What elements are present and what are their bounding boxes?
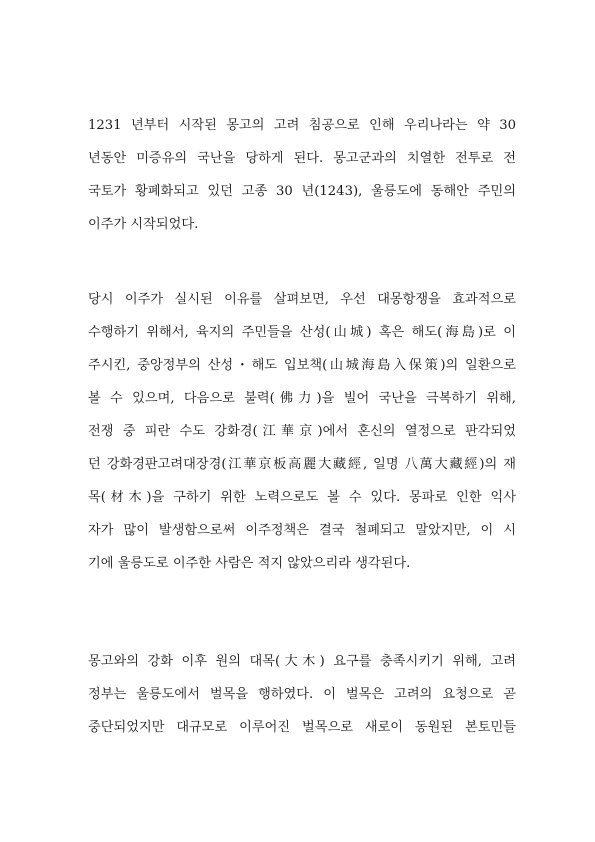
paragraph-1 <box>88 116 516 248</box>
text-line: 자가 많이 발생함으로써 이주정책은 결국 철폐되고 말았지만, 이 시 <box>88 523 516 538</box>
text-line: 전쟁 중 피란 수도 강화경(江華京)에서 혼신의 열정으로 판각되었 <box>88 424 516 439</box>
text-line: 국토가 황폐화되고 있던 고종 30 년(1243), 울릉도에 동해안 주민의 <box>88 184 516 199</box>
text-line: 볼 수 있으며, 다음으로 불력(佛力)을 빌어 국난을 극복하기 위해, <box>88 391 516 406</box>
text-line: 기에 울릉도로 이주한 사람은 적지 않았으리라 생각된다. <box>88 556 411 571</box>
text-line: 정부는 울릉도에서 벌목을 행하였다. 이 벌목은 고려의 요청으로 곧 <box>88 687 516 702</box>
text-line: 이주가 시작되었다. <box>88 217 199 232</box>
text-line: 주시킨, 중앙정부의 산성・해도 입보책(山城海島入保策)의 일환으로 <box>88 358 516 373</box>
text-line: 몽고와의 강화 이후 원의 대목(大木) 요구를 충족시키기 위해, 고려 <box>88 654 516 669</box>
text-line: 년동안 미증유의 국난을 당하게 된다. 몽고군과의 치열한 전투로 전 <box>88 151 516 166</box>
text-line: 1231 년부터 시작된 몽고의 고려 침공으로 인해 우리나라는 약 30 <box>88 118 516 133</box>
paragraph-2 <box>88 290 516 587</box>
text-line: 던 강화경판고려대장경(江華京板高麗大藏經, 일명 八萬大藏經)의 재 <box>88 457 516 472</box>
text-line: 목(材木)을 구하기 위한 노력으로도 볼 수 있다. 몽파로 인한 익사 <box>88 490 516 505</box>
text-line: 수행하기 위해서, 육지의 주민들을 산성(山城) 혹은 해도(海島)로 이 <box>88 325 516 340</box>
text-line: 중단되었지만 대규모로 이루어진 벌목으로 새로이 동원된 본토민들 <box>88 720 516 735</box>
text-line: 당시 이주가 실시된 이유를 살펴보면, 우선 대몽항쟁을 효과적으로 <box>88 292 516 307</box>
paragraph-3 <box>88 652 516 751</box>
